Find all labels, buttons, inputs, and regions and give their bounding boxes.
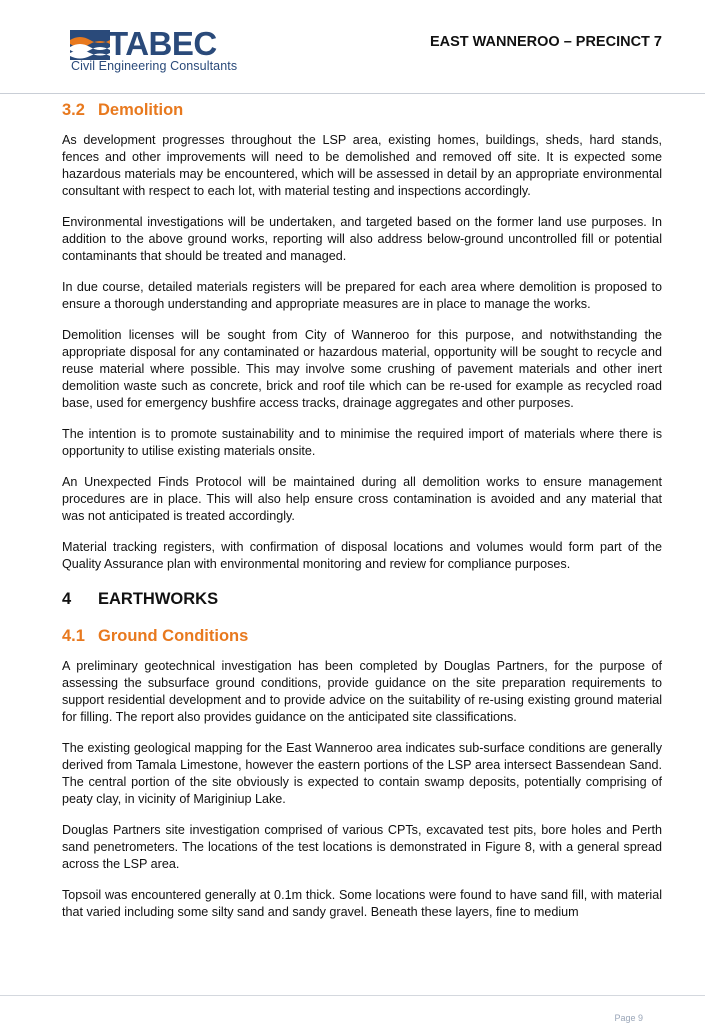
- paragraph: Material tracking registers, with confirmation of disposal locations and volumes would form part of the Quality Assurance plan with environmental monitoring and review for compliance purposes.: [62, 540, 662, 571]
- paragraph: The existing geological mapping for the East Wanneroo area indicates sub-surface conditions are generally derived from Tamala Limestone, however the eastern portions of the LSP area intersect Bassendean Sand. The central portion of the site obviously is expected to contain swamp deposits, potentially comprising of peaty clay, in vicinity of Mariginiup Lake.: [62, 741, 662, 806]
- section-title: EARTHWORKS: [98, 590, 219, 608]
- tabec-logo: [70, 25, 245, 78]
- paragraph: A preliminary geotechnical investigation has been completed by Douglas Partners, for the purpose of assessing the subsurface ground conditions, provide guidance on the site preparation requirements to support residential development and to provide advice on the suitability of re-using existing ground material for filling. The report also provides guidance on the anticipated site classifications.: [62, 659, 662, 724]
- logo-wordmark: TABEC: [108, 25, 217, 62]
- paragraph: Demolition licenses will be sought from City of Wanneroo for this purpose, and notwithstanding the appropriate disposal for any contaminated or hazardous material, opportunity will be sought to recycle and reuse material where possible. This may involve some crushing of pavement materials and other inert demolition waste such as concrete, brick and roof tile which can be re-used for example as recycled road base, used for emergency bushfire access tracks, drainage aggregates and other purposes.: [62, 328, 662, 410]
- section-title: Ground Conditions: [98, 627, 249, 645]
- logo-subtitle: Civil Engineering Consultants: [71, 59, 238, 73]
- paragraph: As development progresses throughout the LSP area, existing homes, buildings, sheds, hard stands, fences and other improvements will need to be demolished and removed off site. It is expected some hazardous materials may be encountered, which will be assessed in detail by an appropriate environmental consultant with respect to each lot, with material testing and inspections accordingly.: [62, 133, 662, 198]
- header-divider: [0, 93, 705, 94]
- page-header: [0, 0, 705, 94]
- section-title: Demolition: [98, 101, 184, 119]
- paragraph: Douglas Partners site investigation comprised of various CPTs, excavated test pits, bore holes and Perth sand penetrometers. The locations of the test locations is demonstrated in Figure 8, with a general spread across the LSP area.: [62, 823, 662, 871]
- wave-logo-icon: [70, 30, 110, 60]
- paragraph: The intention is to promote sustainability and to minimise the required import of materials where there is opportunity to utilise existing materials onsite.: [62, 427, 662, 458]
- paragraph: In due course, detailed materials registers will be prepared for each area where demolition is proposed to ensure a thorough understanding and appropriate measures are in place to manage the works.: [62, 280, 662, 311]
- document-title: EAST WANNEROO – PRECINCT 7: [429, 34, 662, 50]
- section-number: 4.1: [62, 627, 85, 645]
- footer-divider: [0, 995, 705, 996]
- paragraph: Environmental investigations will be undertaken, and targeted based on the former land use purposes. In addition to the above ground works, reporting will also address below-ground uncontrolled fill or potential contaminants that should be treated and managed.: [62, 215, 662, 263]
- section-heading-earthworks: [62, 587, 662, 611]
- section-number: 4: [62, 590, 72, 608]
- page-content: [62, 98, 662, 921]
- section-number: 3.2: [62, 101, 85, 119]
- section-heading-demolition: [62, 98, 662, 122]
- paragraph: Topsoil was encountered generally at 0.1m thick. Some locations were found to have sand fill, with material that varied including some silty sand and sandy gravel. Beneath these layers, fine to medium: [62, 888, 662, 919]
- section-heading-ground-conditions: [62, 624, 662, 648]
- paragraph: An Unexpected Finds Protocol will be maintained during all demolition works to ensure management procedures are in place. This will also help ensure cross contamination is avoided and any material that was not anticipated is treated accordingly.: [62, 475, 662, 523]
- page-number: Page 9: [614, 1013, 643, 1023]
